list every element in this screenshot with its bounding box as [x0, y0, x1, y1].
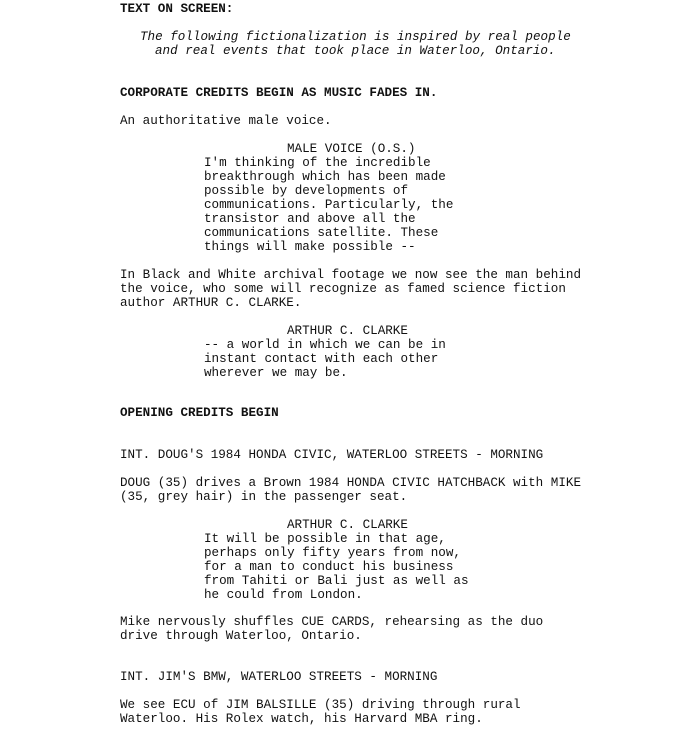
dialogue-line: perhaps only fifty years from now,	[204, 546, 461, 560]
dialogue-line: It will be possible in that age,	[204, 532, 446, 546]
dialogue-line: possible by developments of	[204, 184, 409, 198]
action-line: An authoritative male voice.	[120, 114, 332, 128]
dialogue-line: wherever we may be.	[204, 366, 348, 380]
dialogue-line: from Tahiti or Bali just as well as	[204, 574, 469, 588]
action-line: Mike nervously shuffles CUE CARDS, rehearsing as the duo	[120, 615, 544, 629]
dialogue-line: for a man to conduct his business	[204, 560, 454, 574]
action-line: drive through Waterloo, Ontario.	[120, 629, 362, 643]
action-line: In Black and White archival footage we now see the man behind	[120, 268, 582, 282]
character-name: MALE VOICE (O.S.)	[287, 142, 416, 156]
scene-heading: INT. DOUG'S 1984 HONDA CIVIC, WATERLOO STREETS - MORNING	[120, 448, 544, 462]
dialogue-line: communications. Particularly, the	[204, 198, 454, 212]
character-name: ARTHUR C. CLARKE	[287, 518, 408, 532]
action-line: author ARTHUR C. CLARKE.	[120, 296, 302, 310]
dialogue-line: I'm thinking of the incredible	[204, 156, 431, 170]
dialogue-line: transistor and above all the	[204, 212, 416, 226]
corporate-credits-transition: CORPORATE CREDITS BEGIN AS MUSIC FADES IN.	[120, 86, 438, 100]
action-line: Waterloo. His Rolex watch, his Harvard MBA ring.	[120, 712, 483, 726]
opening-credits-transition: OPENING CREDITS BEGIN	[120, 406, 279, 420]
dialogue-line: he could from London.	[204, 588, 363, 602]
text-on-screen-heading: TEXT ON SCREEN:	[120, 2, 234, 16]
dialogue-line: instant contact with each other	[204, 352, 439, 366]
action-line: the voice, who some will recognize as famed science fiction	[120, 282, 566, 296]
dialogue-line: breakthrough which has been made	[204, 170, 446, 184]
action-line: DOUG (35) drives a Brown 1984 HONDA CIVIC HATCHBACK with MIKE	[120, 476, 582, 490]
dialogue-line: -- a world in which we can be in	[204, 338, 446, 352]
dialogue-line: communications satellite. These	[204, 226, 439, 240]
text-on-screen-line: and real events that took place in Waterloo, Ontario.	[155, 44, 556, 58]
action-line: (35, grey hair) in the passenger seat.	[120, 490, 408, 504]
scene-heading: INT. JIM'S BMW, WATERLOO STREETS - MORNING	[120, 670, 438, 684]
dialogue-line: things will make possible --	[204, 240, 416, 254]
action-line: We see ECU of JIM BALSILLE (35) driving through rural	[120, 698, 521, 712]
text-on-screen-line: The following fictionalization is inspired by real people	[140, 30, 571, 44]
character-name: ARTHUR C. CLARKE	[287, 324, 408, 338]
